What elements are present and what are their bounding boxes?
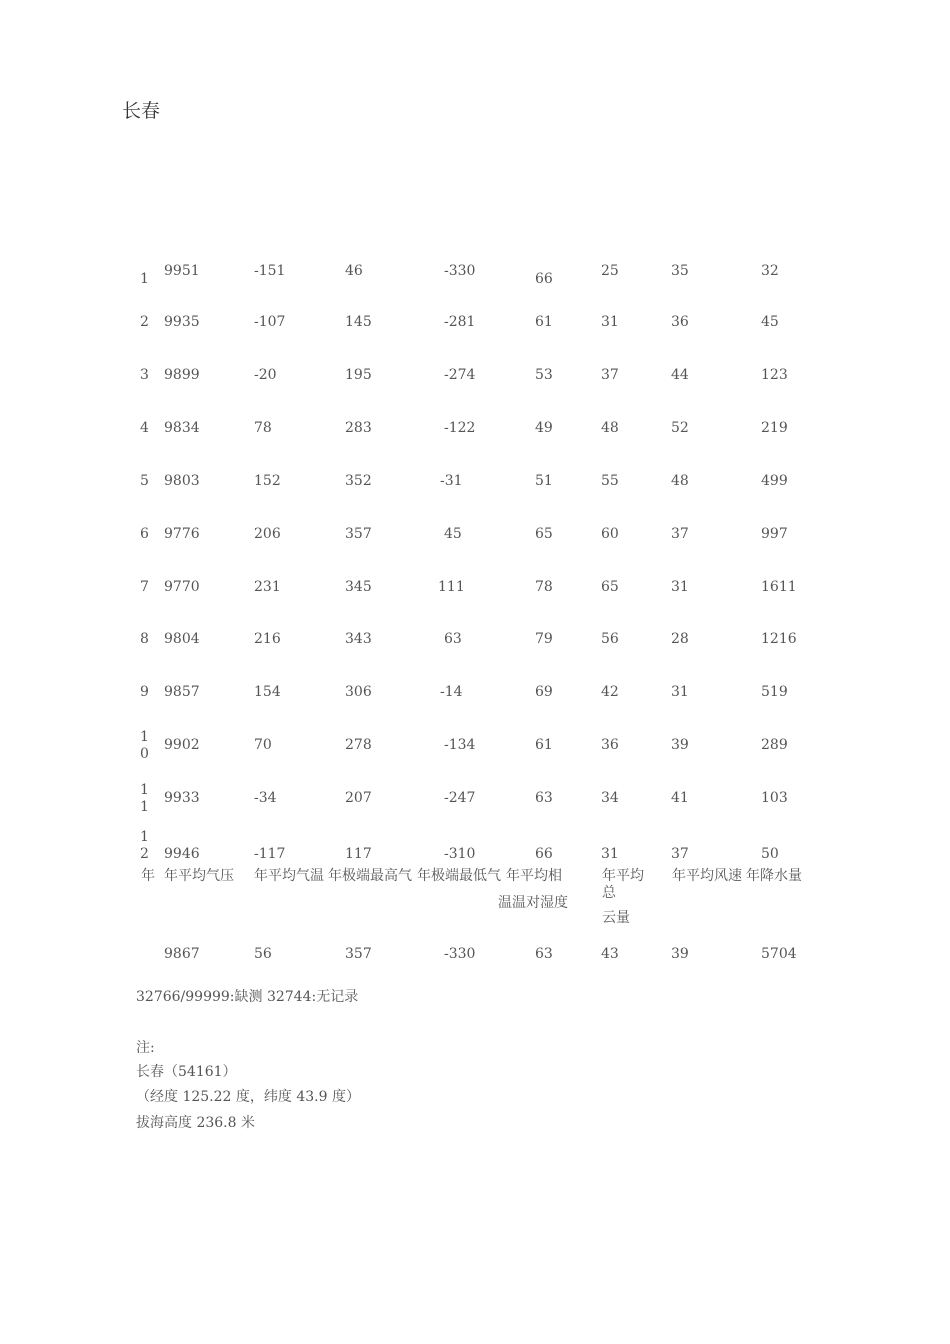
cell-wind: 37 <box>671 846 689 862</box>
annual-max-temp: 357 <box>345 946 372 962</box>
cell-max-temp: 46 <box>345 263 363 279</box>
cell-pressure: 9776 <box>164 526 200 542</box>
cell-max-temp: 345 <box>345 579 372 595</box>
cell-wind: 31 <box>671 579 689 595</box>
cell-pressure: 9899 <box>164 367 200 383</box>
header-cloud-line2: 云量 <box>602 910 630 926</box>
header-temp: 年平均气温 <box>254 868 324 884</box>
month-cell: 3 <box>140 367 149 383</box>
cell-max-temp: 145 <box>345 314 372 330</box>
cell-max-temp: 117 <box>345 846 372 862</box>
cell-cloud: 31 <box>601 314 619 330</box>
cell-temp: 216 <box>254 631 281 647</box>
cell-precip: 103 <box>761 790 788 806</box>
cell-precip: 1611 <box>761 579 797 595</box>
cell-temp: 70 <box>254 737 272 753</box>
header-wind: 年平均风速 <box>672 868 742 884</box>
cell-humidity: 63 <box>535 790 553 806</box>
month-cell: 12 <box>140 829 149 862</box>
cell-wind: 52 <box>671 420 689 436</box>
cell-cloud: 60 <box>601 526 619 542</box>
cell-max-temp: 357 <box>345 526 372 542</box>
annual-cloud: 43 <box>601 946 619 962</box>
cell-cloud: 42 <box>601 684 619 700</box>
cell-precip: 32 <box>761 263 779 279</box>
cell-humidity: 61 <box>535 314 553 330</box>
header-precip: 年降水量 <box>746 868 802 884</box>
cell-wind: 35 <box>671 263 689 279</box>
cell-max-temp: 306 <box>345 684 372 700</box>
cell-cloud: 37 <box>601 367 619 383</box>
month-cell: 8 <box>140 631 149 647</box>
cell-precip: 997 <box>761 526 788 542</box>
station-name: 长春（54161） <box>136 1064 237 1080</box>
cell-max-temp: 283 <box>345 420 372 436</box>
cell-cloud: 56 <box>601 631 619 647</box>
cell-max-temp: 352 <box>345 473 372 489</box>
cell-humidity: 65 <box>535 526 553 542</box>
cell-pressure: 9803 <box>164 473 200 489</box>
month-cell: 2 <box>140 314 149 330</box>
cell-cloud: 48 <box>601 420 619 436</box>
cell-temp: -34 <box>254 790 277 806</box>
cell-pressure: 9834 <box>164 420 200 436</box>
cell-humidity: 79 <box>535 631 553 647</box>
station-altitude: 拔海高度 236.8 米 <box>136 1115 255 1131</box>
header-year: 年 <box>141 868 155 884</box>
cell-precip: 45 <box>761 314 779 330</box>
annual-temp: 56 <box>254 946 272 962</box>
cell-temp: 152 <box>254 473 281 489</box>
cell-precip: 50 <box>761 846 779 862</box>
cell-temp: -117 <box>254 846 286 862</box>
cell-wind: 37 <box>671 526 689 542</box>
header-cloud-line1: 年平均总 <box>602 868 644 901</box>
month-cell: 1 <box>140 271 149 287</box>
cell-min-temp: -14 <box>440 684 463 700</box>
cell-wind: 31 <box>671 684 689 700</box>
cell-humidity: 53 <box>535 367 553 383</box>
cell-max-temp: 195 <box>345 367 372 383</box>
missing-note: 32766/99999:缺测 32744:无记录 <box>136 989 359 1005</box>
cell-cloud: 55 <box>601 473 619 489</box>
cell-min-temp: -247 <box>444 790 476 806</box>
cell-cloud: 25 <box>601 263 619 279</box>
cell-min-temp: 45 <box>444 526 462 542</box>
cell-min-temp: -274 <box>444 367 476 383</box>
cell-precip: 499 <box>761 473 788 489</box>
cell-wind: 48 <box>671 473 689 489</box>
cell-pressure: 9946 <box>164 846 200 862</box>
cell-min-temp: 111 <box>438 579 465 595</box>
cell-min-temp: -134 <box>444 737 476 753</box>
header-humidity-line2: 温温对湿度 <box>498 895 568 911</box>
cell-min-temp: -330 <box>444 263 476 279</box>
cell-pressure: 9804 <box>164 631 200 647</box>
cell-max-temp: 278 <box>345 737 372 753</box>
month-cell: 5 <box>140 473 149 489</box>
station-coordinates: （经度 125.22 度，纬度 43.9 度） <box>136 1089 360 1105</box>
cell-precip: 519 <box>761 684 788 700</box>
cell-wind: 28 <box>671 631 689 647</box>
cell-humidity: 49 <box>535 420 553 436</box>
cell-cloud: 34 <box>601 790 619 806</box>
cell-precip: 289 <box>761 737 788 753</box>
header-pressure: 年平均气压 <box>164 868 234 884</box>
annual-humidity: 63 <box>535 946 553 962</box>
cell-min-temp: 63 <box>444 631 462 647</box>
cell-max-temp: 343 <box>345 631 372 647</box>
month-cell: 9 <box>140 684 149 700</box>
cell-temp: 231 <box>254 579 281 595</box>
cell-temp: -20 <box>254 367 277 383</box>
month-cell: 4 <box>140 420 149 436</box>
cell-humidity: 69 <box>535 684 553 700</box>
cell-precip: 1216 <box>761 631 797 647</box>
cell-pressure: 9857 <box>164 684 200 700</box>
cell-temp: -107 <box>254 314 286 330</box>
cell-min-temp: -31 <box>440 473 463 489</box>
page-title: 长春 <box>122 100 161 122</box>
cell-min-temp: -281 <box>444 314 476 330</box>
annual-wind: 39 <box>671 946 689 962</box>
note-label: 注: <box>136 1040 155 1056</box>
annual-precip: 5704 <box>761 946 797 962</box>
cell-cloud: 65 <box>601 579 619 595</box>
cell-wind: 44 <box>671 367 689 383</box>
cell-humidity: 78 <box>535 579 553 595</box>
cell-humidity: 61 <box>535 737 553 753</box>
header-humidity-line1: 年平均相 <box>506 868 562 884</box>
month-cell: 7 <box>140 579 149 595</box>
header-max-temp: 年极端最高气 <box>328 868 412 884</box>
cell-wind: 36 <box>671 314 689 330</box>
cell-pressure: 9933 <box>164 790 200 806</box>
annual-min-temp: -330 <box>444 946 476 962</box>
cell-precip: 123 <box>761 367 788 383</box>
cell-pressure: 9902 <box>164 737 200 753</box>
cell-max-temp: 207 <box>345 790 372 806</box>
cell-min-temp: -122 <box>444 420 476 436</box>
month-cell: 10 <box>140 729 149 762</box>
cell-pressure: 9951 <box>164 263 200 279</box>
cell-cloud: 36 <box>601 737 619 753</box>
cell-temp: 78 <box>254 420 272 436</box>
month-cell: 11 <box>140 782 149 815</box>
cell-humidity: 66 <box>535 271 553 287</box>
cell-precip: 219 <box>761 420 788 436</box>
cell-humidity: 51 <box>535 473 553 489</box>
month-cell: 6 <box>140 526 149 542</box>
cell-pressure: 9770 <box>164 579 200 595</box>
cell-temp: 154 <box>254 684 281 700</box>
cell-cloud: 31 <box>601 846 619 862</box>
header-min-temp: 年极端最低气 <box>417 868 501 884</box>
cell-pressure: 9935 <box>164 314 200 330</box>
cell-humidity: 66 <box>535 846 553 862</box>
annual-pressure: 9867 <box>164 946 200 962</box>
cell-wind: 41 <box>671 790 689 806</box>
cell-wind: 39 <box>671 737 689 753</box>
cell-min-temp: -310 <box>444 846 476 862</box>
cell-temp: 206 <box>254 526 281 542</box>
cell-temp: -151 <box>254 263 286 279</box>
